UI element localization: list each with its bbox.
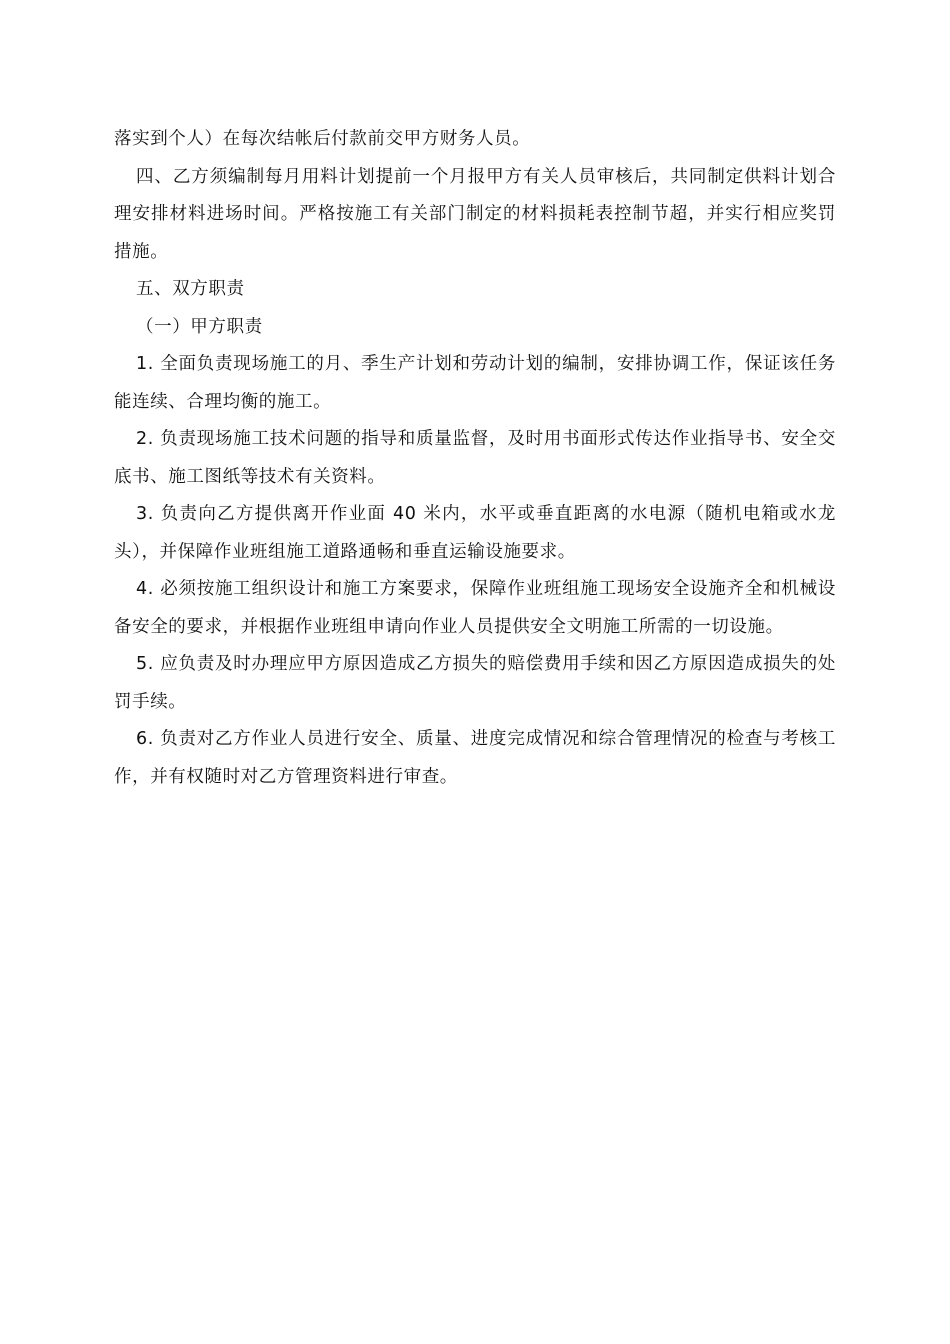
section-heading-responsibilities: 五、双方职责 bbox=[136, 279, 245, 299]
list-item-6: 6. 负责对乙方作业人员进行安全、质量、进度完成情况和综合管理情况的检查与考核工作，并有权随时对乙方管理资料进行审查。 bbox=[114, 729, 836, 787]
list-item-4: 4. 必须按施工组织设计和施工方案要求，保障作业班组施工现场安全设施齐全和机械设备安全的要求，并根据作业班组申请向作业人员提供安全文明施工所需的一切设施。 bbox=[114, 579, 836, 637]
list-item-2: 2. 负责现场施工技术问题的指导和质量监督，及时用书面形式传达作业指导书、安全交底书、施工图纸等技术有关资料。 bbox=[114, 429, 836, 487]
list-item-5: 5. 应负责及时办理应甲方原因造成乙方损失的赔偿费用手续和因乙方原因造成损失的处罚手续。 bbox=[114, 654, 836, 712]
subsection-heading-party-a: （一）甲方职责 bbox=[136, 316, 263, 337]
list-item-1: 1. 全面负责现场施工的月、季生产计划和劳动计划的编制，安排协调工作，保证该任务能连续、合理均衡的施工。 bbox=[114, 354, 836, 412]
paragraph-continuation: 落实到个人）在每次结帐后付款前交甲方财务人员。 bbox=[114, 129, 531, 149]
document-body bbox=[114, 121, 836, 796]
paragraph-clause-four: 四、乙方须编制每月用料计划提前一个月报甲方有关人员审核后，共同制定供料计划合理安排材料进场时间。严格按施工有关部门制定的材料损耗表控制节超，并实行相应奖罚措施。 bbox=[114, 166, 836, 262]
list-item-3: 3. 负责向乙方提供离开作业面 40 米内，水平或垂直距离的水电源（随机电箱或水龙头），并保障作业班组施工道路通畅和垂直运输设施要求。 bbox=[114, 504, 836, 562]
